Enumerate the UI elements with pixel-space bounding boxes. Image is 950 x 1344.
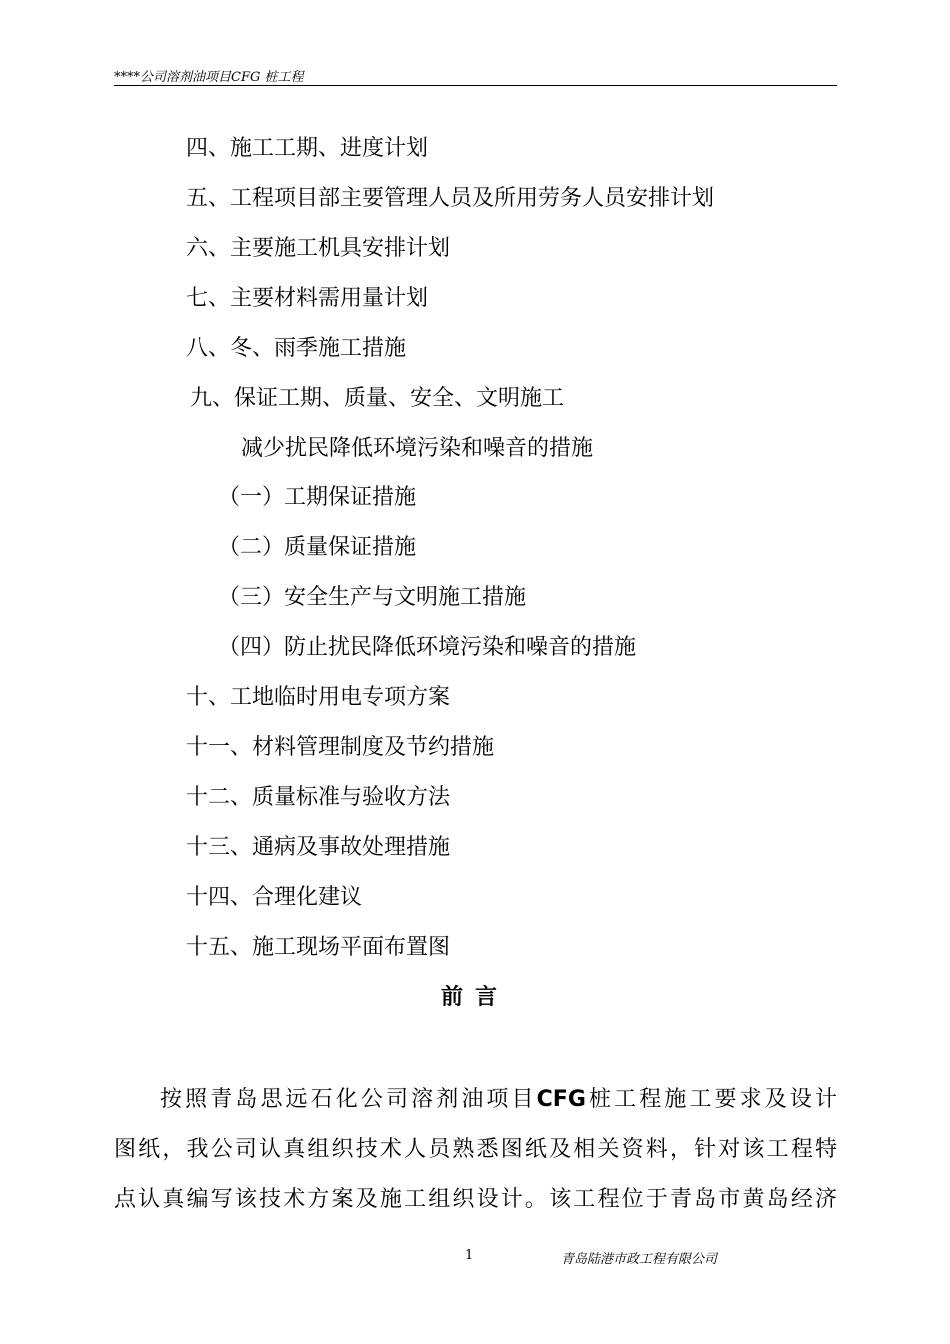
paragraph-line: 图纸，我公司认真组织技术人员熟悉图纸及相关资料，针对该工程特 [114,1137,837,1162]
toc-item: 六、主要施工机具安排计划 [186,236,451,261]
toc-item: （二）质量保证措施 [218,535,417,560]
paragraph-text: 按照青岛思远石化公司溶剂油项目 [160,1087,537,1112]
paragraph-bold-text: CFG [536,1087,586,1112]
toc-item: （一）工期保证措施 [218,485,417,510]
header-rule [114,85,837,86]
toc-item: 减少扰民降低环境污染和噪音的措施 [241,436,594,461]
toc-item: 四、施工工期、进度计划 [186,136,429,161]
page-number: 1 [465,1248,474,1263]
paragraph-line [114,1075,837,1125]
toc-item: 十二、质量标准与验收方法 [186,785,451,810]
toc-item: 十一、材料管理制度及节约措施 [186,735,495,760]
footer-company: 青岛陆港市政工程有限公司 [561,1252,718,1267]
preface-title: 前言 [440,985,509,1010]
running-header: ****公司溶剂油项目CFG 桩工程 [114,70,304,85]
toc-item: 十、工地临时用电专项方案 [186,685,451,710]
paragraph-text: 桩工程施工要求及设计 [585,1087,837,1112]
preface-paragraph [114,1075,837,1225]
toc-item: 七、主要材料需用量计划 [186,286,429,311]
toc-item: 十五、施工现场平面布置图 [186,935,451,960]
paragraph-line: 点认真编写该技术方案及施工组织设计。该工程位于青岛市黄岛经济 [114,1187,837,1212]
toc-item: 五、工程项目部主要管理人员及所用劳务人员安排计划 [186,186,715,211]
toc-item: （四）防止扰民降低环境污染和噪音的措施 [218,635,637,660]
toc-item: 十三、通病及事故处理措施 [186,835,451,860]
toc-item: 十四、合理化建议 [186,885,363,910]
toc-item: 八、冬、雨季施工措施 [186,336,407,361]
toc-item: 九、保证工期、质量、安全、文明施工 [190,386,565,411]
toc-item: （三）安全生产与文明施工措施 [218,585,527,610]
